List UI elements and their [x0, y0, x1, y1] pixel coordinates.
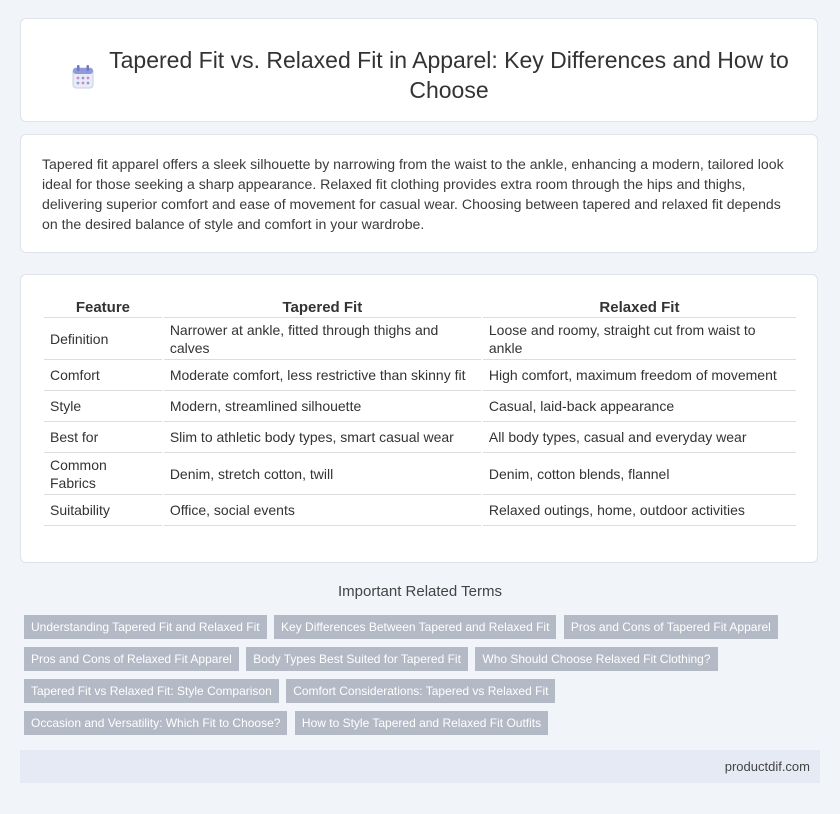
table-cell: Modern, streamlined silhouette	[164, 391, 481, 422]
intro-card	[20, 134, 818, 253]
table-row	[44, 391, 796, 422]
related-terms-heading: Important Related Terms	[338, 583, 502, 600]
related-term-tag[interactable]: Pros and Cons of Tapered Fit Apparel	[564, 615, 778, 639]
footer	[20, 750, 820, 783]
table-cell: Common Fabrics	[44, 453, 162, 495]
table-cell: High comfort, maximum freedom of movement	[483, 360, 796, 391]
table-row	[44, 318, 796, 360]
comparison-table-card	[20, 274, 818, 563]
related-term-tag[interactable]: Understanding Tapered Fit and Relaxed Fit	[24, 615, 267, 639]
table-cell: Relaxed outings, home, outdoor activities	[483, 495, 796, 526]
related-term-tag[interactable]: Pros and Cons of Relaxed Fit Apparel	[24, 647, 239, 671]
table-cell: Comfort	[44, 360, 162, 391]
table-cell: Definition	[44, 318, 162, 360]
table-cell: Suitability	[44, 495, 162, 526]
table-cell: Style	[44, 391, 162, 422]
table-cell: Loose and roomy, straight cut from waist to ankle	[483, 318, 796, 360]
table-cell: Moderate comfort, less restrictive than skinny fit	[164, 360, 481, 391]
table-row	[44, 453, 796, 495]
table-cell: Narrower at ankle, fitted through thighs and calves	[164, 318, 481, 360]
site-name[interactable]: productdif.com	[724, 759, 810, 774]
table-row	[44, 495, 796, 526]
table-row	[44, 422, 796, 453]
table-cell: Denim, stretch cotton, twill	[164, 453, 481, 495]
intro-paragraph: Tapered fit apparel offers a sleek silhouette by narrowing from the waist to the ankle, enhancing a modern, tailored look ideal for those seeking a sharp appearance. Relaxed fit clothing provides extra room through the hips and thighs, delivering superior comfort and ease of movement for casual wear. Choosing between tapered and relaxed fit depends on the desired balance of style and comfort in your wardrobe.	[42, 156, 784, 232]
table-row	[44, 360, 796, 391]
related-term-tag[interactable]: How to Style Tapered and Relaxed Fit Outfits	[295, 711, 548, 735]
related-term-tag[interactable]: Tapered Fit vs Relaxed Fit: Style Comparison	[24, 679, 279, 703]
related-term-tag[interactable]: Occasion and Versatility: Which Fit to Choose?	[24, 711, 287, 735]
related-term-tag[interactable]: Key Differences Between Tapered and Relaxed Fit	[274, 615, 556, 639]
related-term-tag[interactable]: Comfort Considerations: Tapered vs Relaxed Fit	[286, 679, 555, 703]
table-cell: All body types, casual and everyday wear	[483, 422, 796, 453]
table-cell: Office, social events	[164, 495, 481, 526]
page-title: Tapered Fit vs. Relaxed Fit in Apparel: Key Differences and How to Choose	[109, 47, 789, 103]
table-cell: Slim to athletic body types, smart casual wear	[164, 422, 481, 453]
header-feature: Feature	[44, 297, 162, 318]
related-terms-list	[24, 615, 814, 743]
title-card	[20, 18, 818, 122]
related-term-tag[interactable]: Body Types Best Suited for Tapered Fit	[246, 647, 468, 671]
table-header-row	[44, 297, 796, 318]
related-term-tag[interactable]: Who Should Choose Relaxed Fit Clothing?	[475, 647, 717, 671]
comparison-table	[42, 297, 798, 526]
table-cell: Casual, laid-back appearance	[483, 391, 796, 422]
header-tapered-fit: Tapered Fit	[164, 297, 481, 318]
table-cell: Denim, cotton blends, flannel	[483, 453, 796, 495]
table-cell: Best for	[44, 422, 162, 453]
header-relaxed-fit: Relaxed Fit	[483, 297, 796, 318]
